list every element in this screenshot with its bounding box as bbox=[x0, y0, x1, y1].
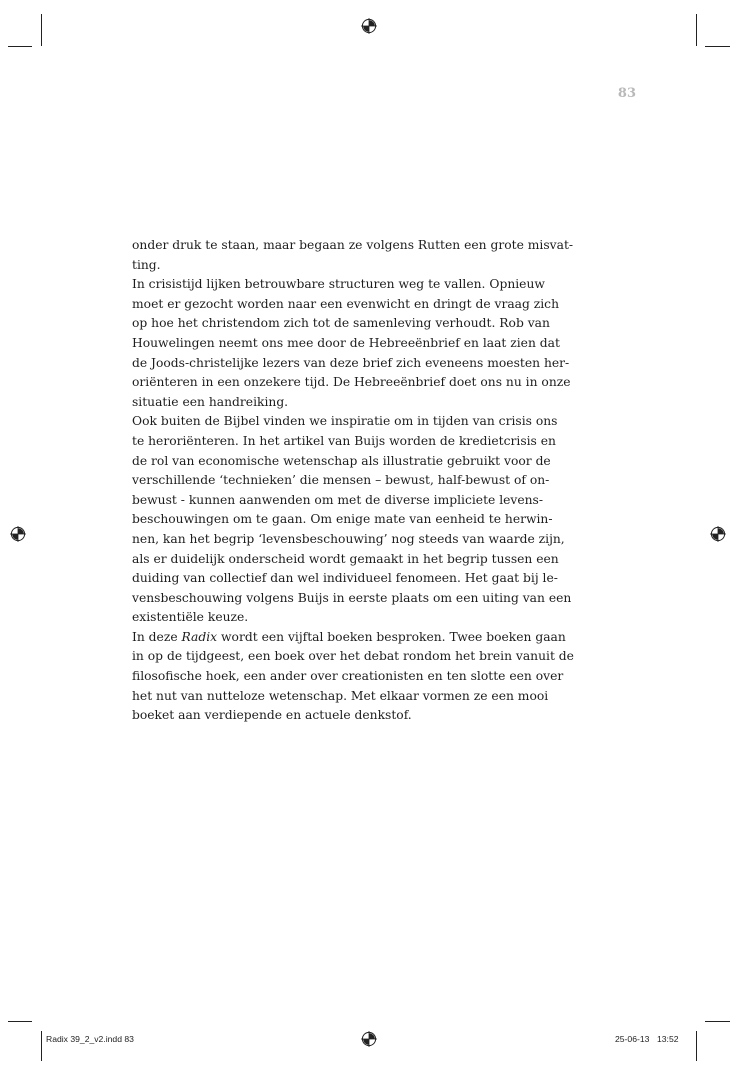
paragraph bbox=[132, 275, 571, 412]
text-line: verschillende ‘technieken’ die mensen – bewust, half-bewust of on- bbox=[132, 473, 550, 488]
registration-mark-icon bbox=[10, 526, 26, 542]
body-text bbox=[132, 236, 574, 726]
crop-mark-bottom-right-vertical bbox=[696, 1031, 697, 1061]
footer-time: 13:52 bbox=[657, 1034, 679, 1044]
text-line: situatie een handreiking. bbox=[132, 394, 289, 409]
text-segment: In deze bbox=[132, 629, 182, 644]
text-line: op hoe het christendom zich tot de samenleving verhoudt. Rob van bbox=[132, 316, 550, 331]
text-line: als er duidelijk onderscheid wordt gemaakt in het begrip tussen een bbox=[132, 551, 559, 566]
text-line: de rol van economische wetenschap als illustratie gebruikt voor de bbox=[132, 453, 551, 468]
crop-mark-top-left-horizontal bbox=[8, 46, 32, 47]
paragraph bbox=[132, 236, 574, 275]
text-line: beschouwingen om te gaan. Om enige mate van eenheid te herwin- bbox=[132, 512, 553, 527]
registration-mark-icon bbox=[361, 1031, 377, 1047]
text-line: vensbeschouwing volgens Buijs in eerste plaats om een uiting van een bbox=[132, 590, 572, 605]
text-line: existentiële keuze. bbox=[132, 610, 249, 625]
crop-mark-bottom-left-vertical bbox=[41, 1031, 42, 1061]
text-line: boeket aan verdiepende en actuele denkstof. bbox=[132, 708, 412, 723]
crop-mark-top-right-horizontal bbox=[705, 46, 730, 47]
text-line: te heroriënteren. In het artikel van Buijs worden de kredietcrisis en bbox=[132, 433, 556, 448]
crop-mark-bottom-right-horizontal bbox=[705, 1021, 730, 1022]
text-line: in op de tijdgeest, een boek over het debat rondom het brein vanuit de bbox=[132, 649, 574, 664]
page-number: 83 bbox=[617, 86, 636, 101]
text-line: In crisistijd lijken betrouwbare structuren weg te vallen. Opnieuw bbox=[132, 277, 545, 292]
crop-mark-top-left-vertical bbox=[41, 14, 42, 46]
text-line: moet er gezocht worden naar een evenwicht en dringt de vraag zich bbox=[132, 296, 559, 311]
text-line bbox=[132, 628, 566, 648]
crop-mark-bottom-left-horizontal bbox=[8, 1021, 32, 1022]
footer-file-slug: Radix 39_2_v2.indd 83 bbox=[46, 1034, 134, 1044]
text-line: bewust - kunnen aanwenden om met de diverse impliciete levens- bbox=[132, 492, 544, 507]
text-line: Houwelingen neemt ons mee door de Hebreeënbrief en laat zien dat bbox=[132, 335, 560, 350]
paragraph bbox=[132, 628, 574, 726]
text-line: de Joods-christelijke lezers van deze brief zich eveneens moesten her- bbox=[132, 355, 570, 370]
text-line: oriënteren in een onzekere tijd. De Hebreeënbrief doet ons nu in onze bbox=[132, 375, 571, 390]
registration-mark-icon bbox=[710, 526, 726, 542]
text-line: Ook buiten de Bijbel vinden we inspiratie om in tijden van crisis ons bbox=[132, 414, 558, 429]
journal-title: Radix bbox=[181, 629, 218, 644]
footer-date: 25-06-13 bbox=[615, 1034, 650, 1044]
text-line: duiding van collectief dan wel individueel fenomeen. Het gaat bij le- bbox=[132, 571, 558, 586]
text-line: het nut van nutteloze wetenschap. Met elkaar vormen ze een mooi bbox=[132, 688, 549, 703]
crop-mark-top-right-vertical bbox=[696, 14, 697, 46]
text-line: nen, kan het begrip ‘levensbeschouwing’ nog steeds van waarde zijn, bbox=[132, 531, 565, 546]
text-line: ting. bbox=[132, 257, 161, 272]
paragraph bbox=[132, 412, 572, 628]
text-line: filosofische hoek, een ander over creationisten en ten slotte een over bbox=[132, 669, 564, 684]
registration-mark-icon bbox=[361, 18, 377, 34]
text-segment: wordt een vijftal boeken besproken. Twee boeken gaan bbox=[217, 629, 566, 644]
text-line: onder druk te staan, maar begaan ze volgens Rutten een grote misvat- bbox=[132, 238, 574, 252]
